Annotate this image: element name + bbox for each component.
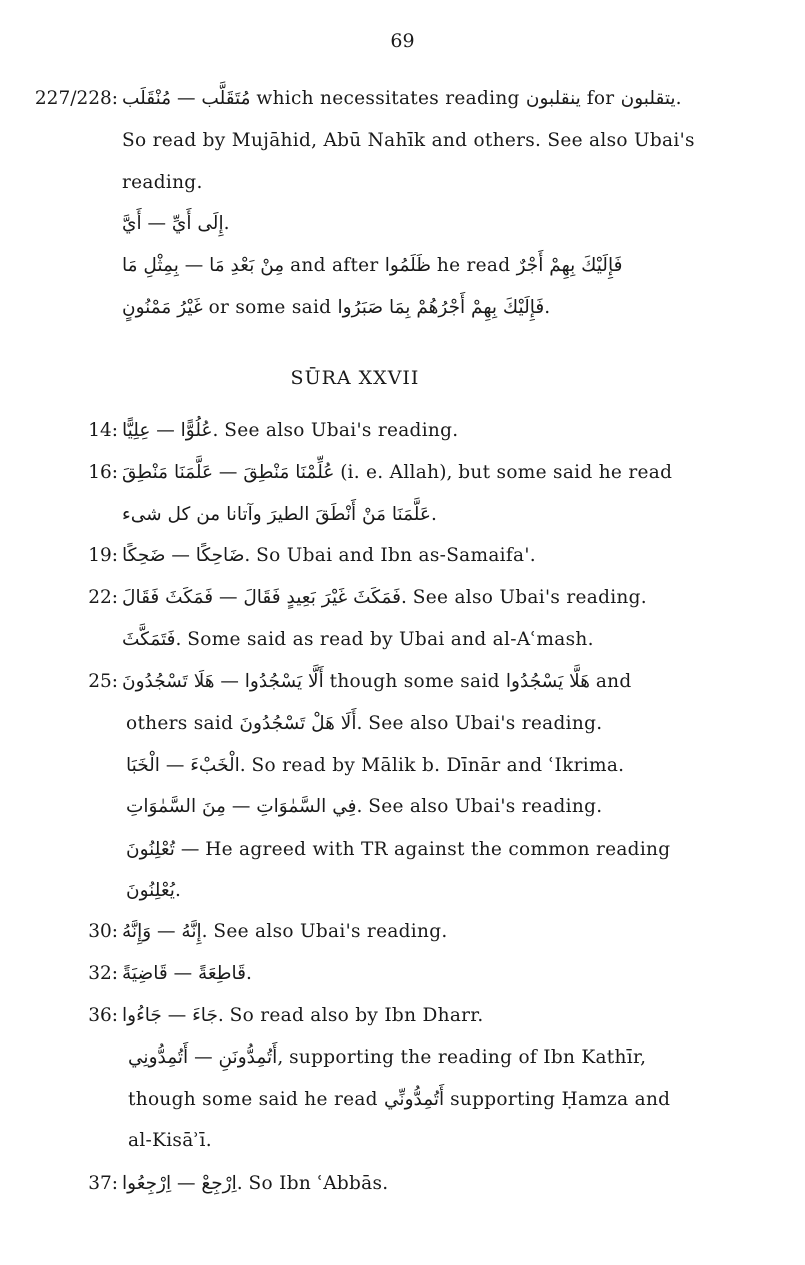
verse-number: 14:: [88, 420, 118, 441]
verse-line: عُلِّمْنَا مَنْطِقَ — عَلَّمَنَا مَنْطِقَ (i. e. Allah), but some said he read: [122, 462, 673, 483]
verse-line: قَاطِعَةً — قَاضِيَةً.: [122, 963, 252, 984]
verse-number: 16:: [88, 462, 118, 483]
verse-number: 30:: [88, 921, 118, 942]
verse-number: 25:: [88, 671, 118, 692]
verse-line: عُلُوًّا — عِلِيًّا. See also Ubai's reading.: [122, 420, 459, 441]
verse-line: others said أَلَا هَلْ تَسْجُدُونَ. See also Ubai's reading.: [126, 713, 603, 734]
verse-line: اِرْجِعْ — اِرْجِعُوا. So Ibn ʿAbbās.: [122, 1173, 389, 1194]
verse-line: مِنْ بَعْدِ مَا — بِمِثْلِ مَا and after ظَلَمُوا he read فَإِلَيْكَ بِهِمْ أَجْرٌ: [122, 255, 623, 276]
verse-line: غَيْرُ مَمْنُونٍ or some said فَإِلَيْكَ بِهِمْ أَجْرُهُمْ بِمَا صَبَرُوا.: [122, 297, 551, 318]
verse-line: فَمَكَثَ غَيْرَ بَعِيدٍ فَقَالَ — فَمَكَثَ فَقَالَ. See also Ubai's reading.: [122, 587, 647, 608]
verse-number: 32:: [88, 963, 118, 984]
verse-line: إِنَّهُ — وَإِنَّهُ. See also Ubai's reading.: [122, 921, 448, 942]
verse-number: 37:: [88, 1173, 118, 1194]
verse-number: 36:: [88, 1005, 118, 1026]
verse-line: So read by Mujāhid, Abū Nahīk and others. See also Ubai's: [122, 130, 695, 151]
verse-line: فِي السَّمٰوَاتِ — مِنَ السَّمٰوَاتِ. See also Ubai's reading.: [126, 796, 603, 817]
verse-line: ضَاحِكًا — ضَحِكًا. So Ubai and Ibn as-Samaifa'.: [122, 545, 536, 566]
verse-line: فَتَمَكَّثَ. Some said as read by Ubai and al-Aʿmash.: [122, 629, 594, 650]
verse-line: though some said he read أَتُمِدُّونِّي supporting Ḥamza and: [128, 1089, 671, 1110]
verse-line: أَتُمِدُّونَنِ — أَتُمِدُّونِي, supporting the reading of Ibn Kathīr,: [128, 1047, 647, 1068]
verse-line: reading.: [122, 172, 203, 193]
page-number: 69: [390, 30, 415, 52]
verse-number: 22:: [88, 587, 118, 608]
verse-line: عَلَّمَنَا مَنْ أَنْطَقَ الطيرَ وآتانا من كل شىء.: [122, 504, 437, 525]
verse-line: جَاءَ — جَاءُوا. So read also by Ibn Dharr.: [122, 1005, 484, 1026]
verse-line: يُعْلِنُونَ.: [126, 880, 181, 901]
verse-number: 19:: [88, 545, 118, 566]
verse-line: أَلَّا يَسْجُدُوا — هَلَا تَسْجُدُونَ though some said هَلَّا يَسْجُدُوا and: [122, 671, 632, 692]
verse-line: مُتَقَلَّب — مُنْقَلَب which necessitates reading ينقلبون for يتقلبون.: [122, 88, 682, 109]
verse-line: al-Kisāʾī.: [128, 1130, 212, 1151]
verse-line: تُعْلِنُونَ — He agreed with TR against the common reading: [126, 839, 671, 860]
verse-number: 227/228:: [34, 88, 118, 109]
sura-heading: SŪRA XXVII: [290, 367, 420, 389]
verse-line: إِلَى أَيِّ — أَيَّ.: [122, 213, 230, 234]
verse-line: الْخَبْءَ — الْخَبَا. So read by Mālik b. Dīnār and ʿIkrima.: [126, 755, 625, 776]
